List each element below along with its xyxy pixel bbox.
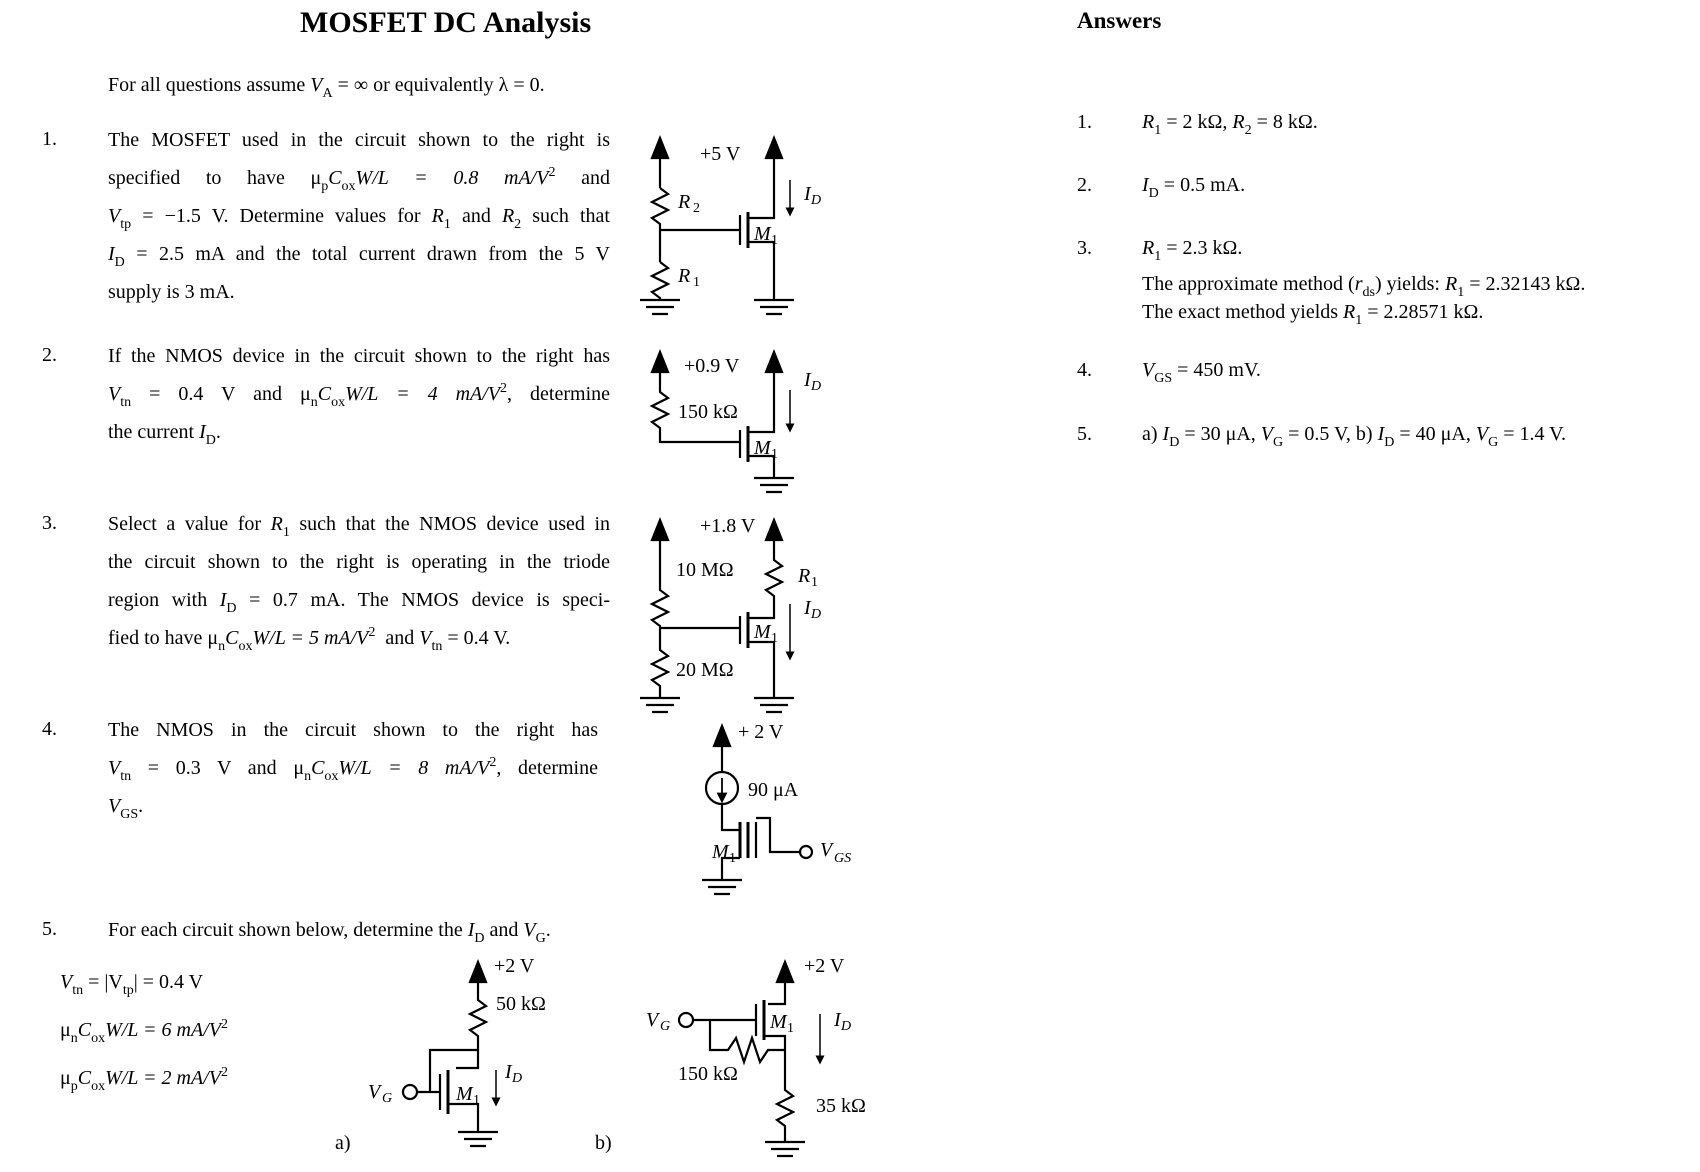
c5a-m-label: M [456,1083,473,1105]
c4-output-terminal [800,846,812,858]
c1-m-label: M [754,223,771,245]
c3-m-label: M [754,621,771,643]
c2-supply-label: +0.9 V [684,355,740,377]
c5a-vg-terminal [403,1085,417,1099]
c4-drain-wire [722,804,740,830]
c3-supply-label: +1.8 V [700,515,756,537]
c5b-source [768,982,785,1004]
c1-r1-label: R [678,265,691,287]
c3-id-sub: D [811,607,822,622]
question-3-number: 3. [42,512,57,534]
question-2-number: 2. [42,344,57,366]
c5b-vg-terminal [679,1013,693,1027]
c5b-supply-arrow [777,962,793,982]
c3-ground-right [754,698,794,712]
c5b-ground [765,1142,805,1156]
assumption-line: For all questions assume $V_A$ = ∞ or equivalently λ = 0. [108,74,545,101]
c3-r1-sub: 1 [811,575,818,590]
c5a-supply-arrow [470,962,486,982]
question-5-number: 5. [42,918,57,940]
c4-m-sub: 1 [729,851,736,866]
c5b-res1-label: 150 kΩ [678,1063,738,1085]
answer-1: $R_1 = 2$ kΩ, $R_2 = 8$ kΩ. [1142,111,1318,138]
c4-channel [740,822,748,858]
c1-supply-arrow-left [652,138,668,158]
c1-r2-sub: 2 [693,201,700,216]
c4-ground [702,880,742,894]
c5a-id-label: I [505,1061,512,1083]
circuit-5b [679,962,820,1156]
c5b-id-label: I [834,1009,841,1031]
c5a-supply-label: +2 V [494,955,535,977]
c2-supply-arrow-right [766,352,782,372]
c1-r2-label: R [678,191,691,213]
c1-ground-right [754,300,794,314]
c1-supply-label: +5 V [700,143,741,165]
question-2-text: If the NMOS device in the circuit shown to the right has $V_{tn} = 0.4$ V and $\mu_nC_{ox}W/L = 4$ $mA/V^2$, determine the current $I_D$. [108,345,610,448]
c3-resistor-r1 [748,540,782,618]
c1-ground-left [640,300,680,314]
q5-param-vt: $V_{tn} = |V_{tp}| = 0.4$ V [60,971,204,998]
c2-res-label: 150 kΩ [678,401,738,423]
question-5-text: For each circuit shown below, determine the $I_D$ and $V_G$. [108,919,551,946]
c3-resistor-divider [652,540,668,698]
c3-rbot-label: 20 MΩ [676,659,734,681]
c3-source [748,642,774,698]
c2-m-label: M [754,437,771,459]
c2-ground [754,478,794,492]
answer-3: $R_1 = 2.3$ kΩ. The approximate method $(r_{ds})$ yields: $R_1 = 2.32143$ kΩ. The exact method yields $R_1 = 2.28571$ kΩ. [1142,237,1586,328]
question-4-number: 4. [42,718,57,740]
circuit-4 [702,726,812,894]
c1-drain [748,242,774,300]
c3-supply-arrow-right [766,520,782,540]
c3-m-sub: 1 [771,631,778,646]
c1-id-sub: D [811,193,822,208]
c5b-res2-label: 35 kΩ [816,1095,866,1117]
c4-m-label: M [712,841,729,863]
q5-param-kp: $\mu_pC_{ox}W/L = 2$ $mA/V^2$ [60,1065,228,1094]
c5a-source [448,1104,478,1132]
c5b-vg-sub: G [660,1019,671,1034]
c5a-ground [458,1132,498,1146]
answers-title: Answers [1077,8,1162,33]
c3-rtop-label: 10 MΩ [676,559,734,581]
c5a-id-sub: D [512,1071,523,1086]
c5b-vg-label: V [646,1009,659,1031]
circuit-b-label: b) [595,1132,612,1154]
c5b-m-label: M [770,1011,787,1033]
c1-resistor-r2 [652,188,668,262]
c4-src-label: 90 μA [748,779,799,801]
c5b-id-sub: D [841,1019,852,1034]
c3-supply-arrow-left [652,520,668,540]
c5b-supply-label: +2 V [804,955,845,977]
q5-param-kn: $\mu_nC_{ox}W/L = 6$ $mA/V^2$ [60,1017,228,1046]
c3-r1-label: R [798,565,811,587]
c5a-vg-label: V [368,1081,381,1103]
answer-3-number: 3. [1077,237,1092,259]
answer-1-number: 1. [1077,111,1092,133]
c5a-m-sub: 1 [473,1093,480,1108]
c4-vgs-sub: GS [834,851,852,866]
answer-2: $I_D = 0.5$ mA. [1142,174,1246,201]
c5a-vg-sub: G [382,1091,393,1106]
page-title: MOSFET DC Analysis [300,6,592,39]
question-1-text: The MOSFET used in the circuit shown to the right is specified to have $\mu_pC_{ox}W/L = 0.8$ $mA/V^2$ and $V_{tp} = -1.5$ V. Determine values for $R_1$ and $R_2$ such that $I_D = 2.5$ mA and the total current drawn from the 5 V supply is 3 mA. [108,129,610,303]
c1-resistor-r1 [652,262,668,300]
c4-vgs-label: V [820,839,833,861]
c2-drain [748,372,774,432]
c2-supply-arrow-left [652,352,668,372]
answer-5-number: 5. [1077,423,1092,445]
c2-id-sub: D [811,379,822,394]
c1-r1-sub: 1 [693,275,700,290]
c3-id-label: I [804,597,811,619]
answer-5: a) $I_D = 30$ μA, $V_G = 0.5$ V, b) $I_D = 40$ μA, $V_G = 1.4$ V. [1142,423,1566,450]
circuit-a-label: a) [335,1132,351,1154]
c2-m-sub: 1 [771,447,778,462]
question-1-number: 1. [42,128,57,150]
question-3-text: Select a value for $R_1$ such that the NMOS device used in the circuit shown to the right is operating in the triode region with $I_D = 0.7$ mA. The NMOS device is speci- fied to have $\mu_nC_{ox}W/L = 5$ $mA/V^2$ and $V_{tn} = 0.4$ V. [108,513,611,654]
c1-source [748,158,774,218]
c1-supply-arrow-right [766,138,782,158]
c5a-resistor [430,982,486,1092]
c2-id-label: I [804,369,811,391]
circuit-5a [403,962,498,1146]
c5a-drain [456,1050,478,1068]
circuit-3 [640,520,794,712]
c5a-res-label: 50 kΩ [496,993,546,1015]
c4-gate-wire [756,818,800,852]
c4-supply-arrow [714,726,730,746]
c5b-m-sub: 1 [787,1021,794,1036]
c1-id-label: I [804,183,811,205]
c5b-resistor-35k [764,1036,793,1142]
c4-supply-label: + 2 V [738,721,784,743]
answer-4-number: 4. [1077,359,1092,381]
answer-2-number: 2. [1077,174,1092,196]
answer-4: $V_{GS} = 450$ mV. [1142,359,1261,386]
c3-ground-left [640,698,680,712]
c1-m-sub: 1 [771,233,778,248]
question-4-text: The NMOS in the circuit shown to the right has $V_{tn} = 0.3$ V and $\mu_nC_{ox}W/L = 8$ $mA/V^2$, determine $V_{GS}$. [108,719,598,822]
